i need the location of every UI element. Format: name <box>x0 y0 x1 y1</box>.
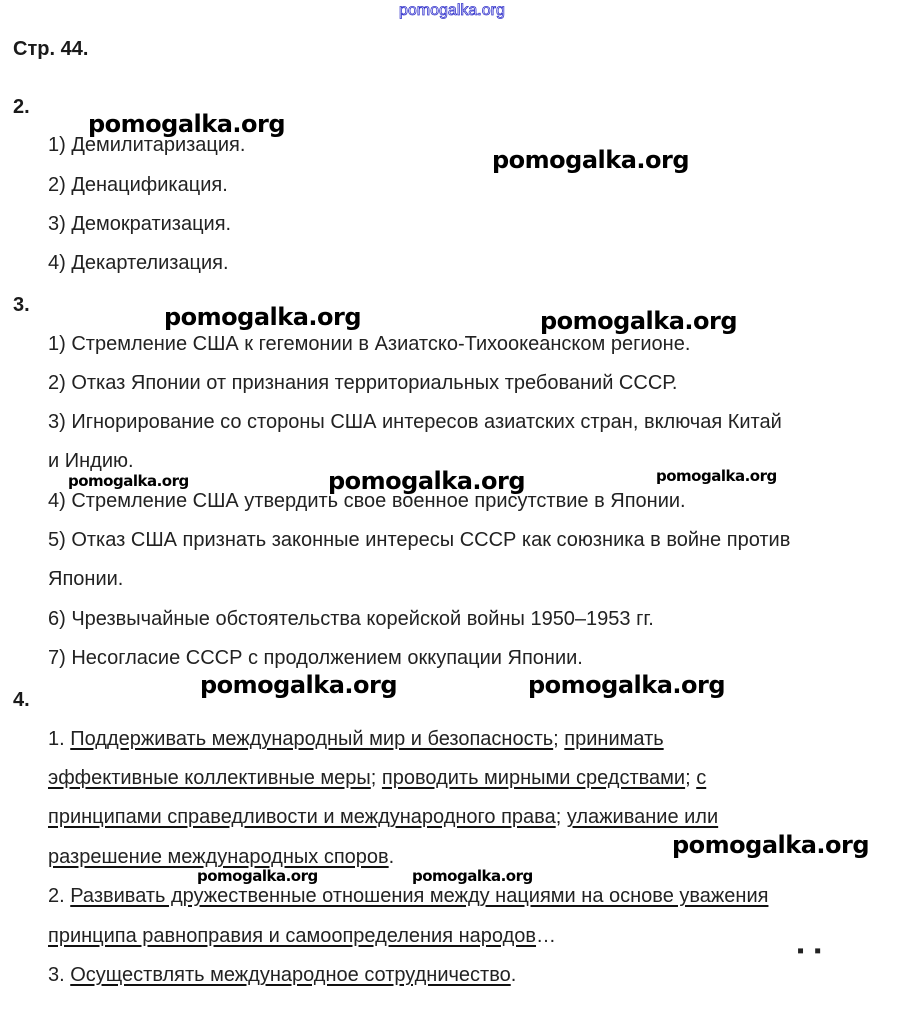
underlined-text: Развивать дружественные отношения между нациями на основе уважения <box>70 885 769 907</box>
text: ; <box>685 767 697 789</box>
underlined-text: с <box>696 767 707 789</box>
question-3-number: 3. <box>13 294 30 316</box>
q3-line: Японии. <box>48 568 124 590</box>
page-label: Стр. 44. <box>13 38 89 60</box>
text: ; <box>555 806 567 828</box>
watermark: pomogalka.org <box>412 867 533 885</box>
watermark: pomogalka.org <box>68 472 189 490</box>
q3-line: 4) Стремление США утвердить свое военное присутствие в Японии. <box>48 490 686 512</box>
text: . <box>510 964 517 986</box>
q3-line: 2) Отказ Японии от признания территориальных требований СССР. <box>48 372 678 394</box>
q4-line <box>48 727 664 751</box>
question-4-number: 4. <box>13 689 30 711</box>
q3-line: 3) Игнорирование со стороны США интересов азиатских стран, включая Китай <box>48 411 782 433</box>
dots-mark: ▪▪ <box>797 940 832 962</box>
q2-item: 1) Демилитаризация. <box>48 134 246 156</box>
underlined-text: принципами справедливости и международного права <box>48 806 556 828</box>
q4-line <box>48 766 706 790</box>
underlined-text: разрешение международных споров <box>48 846 389 868</box>
header-watermark: pomogalka.org <box>399 2 505 19</box>
text: 3. <box>48 964 71 986</box>
watermark: pomogalka.org <box>492 146 690 174</box>
watermark: pomogalka.org <box>328 467 526 495</box>
underlined-text: принципа равноправия и самоопределения народов <box>48 925 537 947</box>
q3-line: 1) Стремление США к гегемонии в Азиатско-Тихоокеанском регионе. <box>48 333 691 355</box>
q4-line <box>48 924 556 948</box>
text: 1. <box>48 728 71 750</box>
watermark: pomogalka.org <box>197 867 318 885</box>
text: ; <box>553 728 565 750</box>
underlined-text: принимать <box>564 728 664 750</box>
text: 2. <box>48 885 71 907</box>
question-2-number: 2. <box>13 96 30 118</box>
watermark: pomogalka.org <box>164 303 362 331</box>
q3-line: 5) Отказ США признать законные интересы СССР как союзника в войне против <box>48 529 791 551</box>
q2-item: 2) Денацификация. <box>48 174 228 196</box>
watermark: pomogalka.org <box>540 307 738 335</box>
q4-line <box>48 963 516 987</box>
text: ; <box>370 767 382 789</box>
underlined-text: Осуществлять международное сотрудничество <box>70 964 511 986</box>
underlined-text: эффективные коллективные меры <box>48 767 371 789</box>
watermark: pomogalka.org <box>672 831 870 859</box>
underlined-text: проводить мирными средствами <box>381 767 686 789</box>
watermark: pomogalka.org <box>200 671 398 699</box>
text: … <box>536 925 557 947</box>
q2-item: 4) Декартелизация. <box>48 252 229 274</box>
watermark: pomogalka.org <box>88 110 286 138</box>
text: . <box>388 846 395 868</box>
q2-item: 3) Демократизация. <box>48 213 232 235</box>
underlined-text: улаживание или <box>566 806 719 828</box>
q3-line: 7) Несогласие СССР с продолжением оккупации Японии. <box>48 647 583 669</box>
watermark: pomogalka.org <box>656 467 777 485</box>
q4-line <box>48 845 394 869</box>
q4-line <box>48 805 718 829</box>
q3-line: и Индию. <box>48 450 134 472</box>
q4-line <box>48 884 768 908</box>
q3-line: 6) Чрезвычайные обстоятельства корейской войны 1950–1953 гг. <box>48 608 654 630</box>
underlined-text: Поддерживать международный мир и безопасность <box>70 728 554 750</box>
watermark: pomogalka.org <box>528 671 726 699</box>
